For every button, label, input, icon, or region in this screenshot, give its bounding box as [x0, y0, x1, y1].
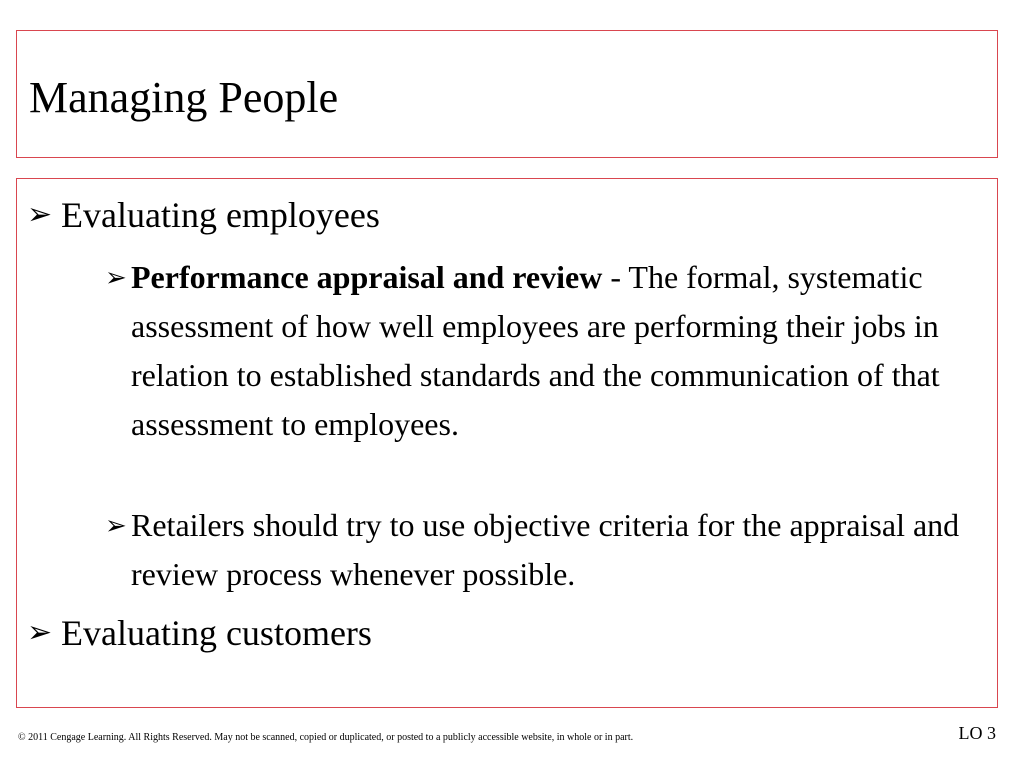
sub-bullet-text: Retailers should try to use objective criteria for the appraisal and review process whenever possible. — [131, 507, 960, 592]
arrow-bullet-icon: ➢ — [27, 616, 53, 649]
bullet-text: Evaluating customers — [61, 613, 372, 653]
definition-term: Performance appraisal and review — [131, 259, 603, 295]
content-box — [16, 178, 998, 708]
arrow-bullet-icon: ➢ — [105, 511, 127, 540]
bullet-evaluating-customers — [27, 611, 372, 655]
title-box — [16, 30, 998, 158]
slide-title: Managing People — [29, 73, 339, 122]
learning-objective-tag: LO 3 — [958, 723, 996, 743]
copyright-footer: © 2011 Cengage Learning. All Rights Reserved. May not be scanned, copied or duplicated, or posted to a publicly accessible website, in whole or in part. — [18, 732, 634, 743]
sub-bullet-performance-appraisal — [105, 253, 975, 449]
sub-bullet-text — [131, 253, 975, 449]
arrow-bullet-icon: ➢ — [105, 263, 127, 292]
definition-text: - The formal, systematic assessment of how well employees are performing their jobs in relation to established standards and the communication of that assessment to employees. — [131, 259, 940, 442]
bullet-text: Evaluating employees — [61, 195, 380, 235]
sub-bullet-objective-criteria — [105, 501, 975, 599]
bullet-evaluating-employees — [27, 193, 380, 237]
arrow-bullet-icon: ➢ — [27, 198, 53, 231]
